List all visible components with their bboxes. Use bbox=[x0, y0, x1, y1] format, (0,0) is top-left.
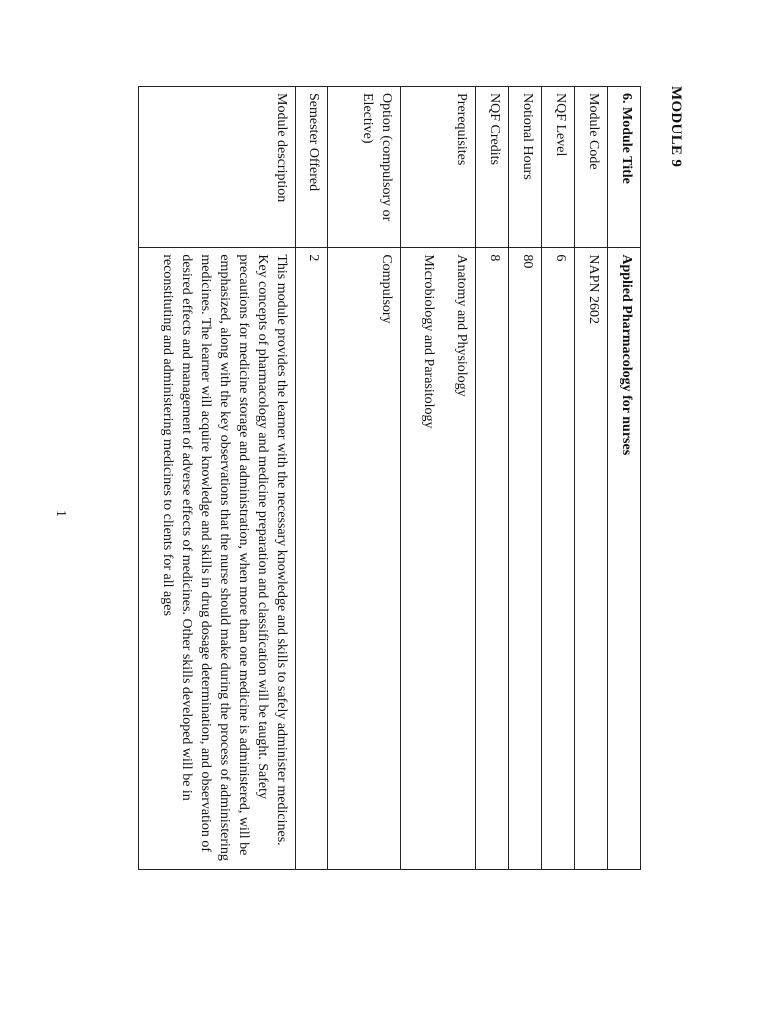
page-number: 1 bbox=[53, 510, 68, 517]
module-code-label: Module Code bbox=[575, 87, 608, 248]
notional-hours-label: Notional Hours bbox=[509, 87, 542, 248]
prerequisite-item: Anatomy and Physiology bbox=[454, 254, 469, 397]
module-code-value: NAPN 2602 bbox=[575, 248, 608, 870]
module-description-label: Module description bbox=[139, 87, 296, 248]
module-info-table bbox=[138, 86, 641, 870]
nqf-level-value: 6 bbox=[542, 248, 575, 870]
table-row bbox=[296, 87, 328, 870]
notional-hours-value: 80 bbox=[509, 248, 542, 870]
table-row bbox=[139, 87, 296, 870]
module-description-value: This module provides the learner with the necessary knowledge and skills to safely administer medicines. Key concepts of pharmacology and medicine preparation and classification will be taught. Safety precautions for medicine storage and administration, when more than one medicine is administered, will be emphasized, along with the key observations that the nurse should make during the process of administering medicines. The learner will acquire knowledge and skills in drug dosage determination, and observation of desired effects and management of adverse effects of medicines. Other skills developed will be in reconstituting and administering medicines to clients for all ages bbox=[139, 248, 296, 870]
prerequisites-label: Prerequisites bbox=[401, 87, 476, 248]
semester-label: Semester Offered bbox=[296, 87, 328, 248]
table-row bbox=[509, 87, 542, 870]
module-heading: MODULE 9 bbox=[668, 86, 684, 168]
table-row bbox=[575, 87, 608, 870]
module-title-label: 6. Module Title bbox=[608, 87, 641, 248]
option-label: Option (compulsory or Elective) bbox=[328, 87, 401, 248]
nqf-credits-value: 8 bbox=[476, 248, 509, 870]
table-row bbox=[328, 87, 401, 870]
module-title-value: Applied Pharmacology for nurses bbox=[608, 248, 641, 870]
nqf-level-label: NQF Level bbox=[542, 87, 575, 248]
prerequisite-item: Microbiology and Parasitology bbox=[421, 254, 436, 429]
table-row bbox=[608, 87, 641, 870]
table-row bbox=[542, 87, 575, 870]
table-row bbox=[476, 87, 509, 870]
option-value: Compulsory bbox=[328, 248, 401, 870]
semester-value: 2 bbox=[296, 248, 328, 870]
nqf-credits-label: NQF Credits bbox=[476, 87, 509, 248]
table-row bbox=[401, 87, 476, 870]
prerequisites-value bbox=[401, 248, 476, 870]
